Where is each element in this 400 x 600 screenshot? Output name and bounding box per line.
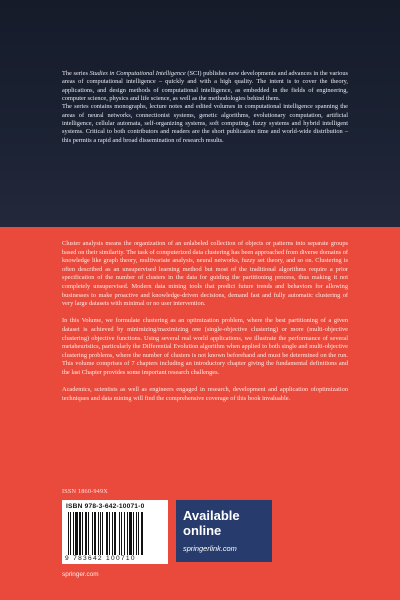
- barcode-bar: [129, 512, 132, 555]
- barcode-bar: [94, 512, 96, 555]
- publisher-url[interactable]: springer.com: [62, 571, 99, 578]
- barcode-bar: [106, 512, 108, 555]
- barcode-bar: [109, 512, 110, 555]
- barcode-bar: [82, 512, 83, 555]
- barcode-bar: [141, 512, 143, 555]
- barcode-bar: [92, 512, 93, 555]
- barcode-bar: [138, 512, 139, 555]
- available-online-badge[interactable]: [176, 500, 272, 562]
- series-paragraph-1: The series Studies in Computational Intelligence (SCI) publishes new developments and advances in the various areas of computational intelligence – quickly and with a high quality. The intent is to cover the theory, applications, and design methods of computational intelligence, as embedded in the fields of engineering, computer science, physics and life science, as well as the methodologies behind them.: [62, 70, 348, 103]
- barcode-bar: [88, 512, 89, 555]
- isbn-text: ISBN 978-3-642-10071-0: [66, 503, 145, 510]
- barcode-bar: [133, 512, 134, 555]
- barcode-bar: [112, 512, 113, 555]
- book-description: [62, 240, 348, 412]
- barcode-bar: [102, 512, 103, 555]
- barcode-bar: [73, 512, 74, 555]
- barcode-bar: [119, 512, 120, 555]
- barcode-bar: [98, 512, 99, 555]
- book-paragraph-1: Cluster analysis means the organization of an unlabeled collection of objects or patterns into separate groups based on their similarity. The task of computerized data clustering has been approached from diverse domains of knowledge like graph theory, multivariate analysis, neural networks, fuzzy set theory, and so on. Clustering is often described as an unsupervised learning method but most of the traditional algorithms require a prior specification of the number of clusters in the data for guiding the partitioning process, thus making it not completely unsupervised. Modern data mining tools that predict future trends and behaviors for allowing businesses to make proactive and knowledge-driven decisions, demand fast and fully automatic clustering of very large datasets with minimal or no user intervention.: [62, 240, 348, 308]
- series-paragraph-2: The series contains monographs, lecture notes and edited volumes in computational intelligence spanning the areas of neural networks, connectionist systems, genetic algorithms, evolutionary computation, artificial intelligence, cellular automata, self-organizing systems, soft computing, fuzzy systems and hybrid intelligent systems. Critical to both contributors and readers are the short publication time and world-wide distribution – this permits a rapid and broad dissemination of research results.: [62, 103, 348, 144]
- barcode-bar: [114, 512, 116, 555]
- badge-line-online: online: [183, 523, 222, 538]
- barcode-digits: 9 783642 100710: [65, 555, 136, 562]
- book-paragraph-3: Academics, scientists as well as engineers engaged in research, development and application ofoptimization techniques and data mining will find the comprehensive coverage of this book invaluable.: [62, 386, 348, 402]
- book-paragraph-2: In this Volume, we formulate clustering as an optimization problem, where the best partitioning of a given dataset is achieved by minimizing/maximizing one (single-objective clustering) or more (multi-objective clustering) objective functions. Using several real world applications, we illustrate the performance of several metaheuristics, particularly the Differential Evolution algorithm when applied to both single and multi-objective clustering problems, where the number of clusters is not known beforehand and must be determined on the run. This volume comprises of 7 chapters including an introductory chapter giving the fundamental definitions and the last Chapter provides some important research challenges.: [62, 317, 348, 376]
- badge-url[interactable]: springerlink.com: [183, 544, 237, 553]
- barcode-bar: [100, 512, 101, 555]
- barcode-bar: [124, 512, 125, 555]
- badge-line-available: Available: [183, 508, 240, 523]
- barcode-bar: [121, 512, 122, 555]
- barcode: [62, 500, 168, 564]
- barcode-bar: [68, 512, 69, 555]
- barcode-bar: [70, 512, 71, 555]
- barcode-bar: [127, 512, 128, 555]
- series-name: Studies in Computational Intelligence: [89, 70, 186, 77]
- barcode-bars: [68, 512, 162, 555]
- barcode-bar: [85, 512, 87, 555]
- barcode-bar: [79, 512, 81, 555]
- barcode-bar: [75, 512, 78, 555]
- barcode-bar: [136, 512, 137, 555]
- series-description: [62, 70, 348, 145]
- issn-number: ISSN 1860-949X: [62, 488, 108, 495]
